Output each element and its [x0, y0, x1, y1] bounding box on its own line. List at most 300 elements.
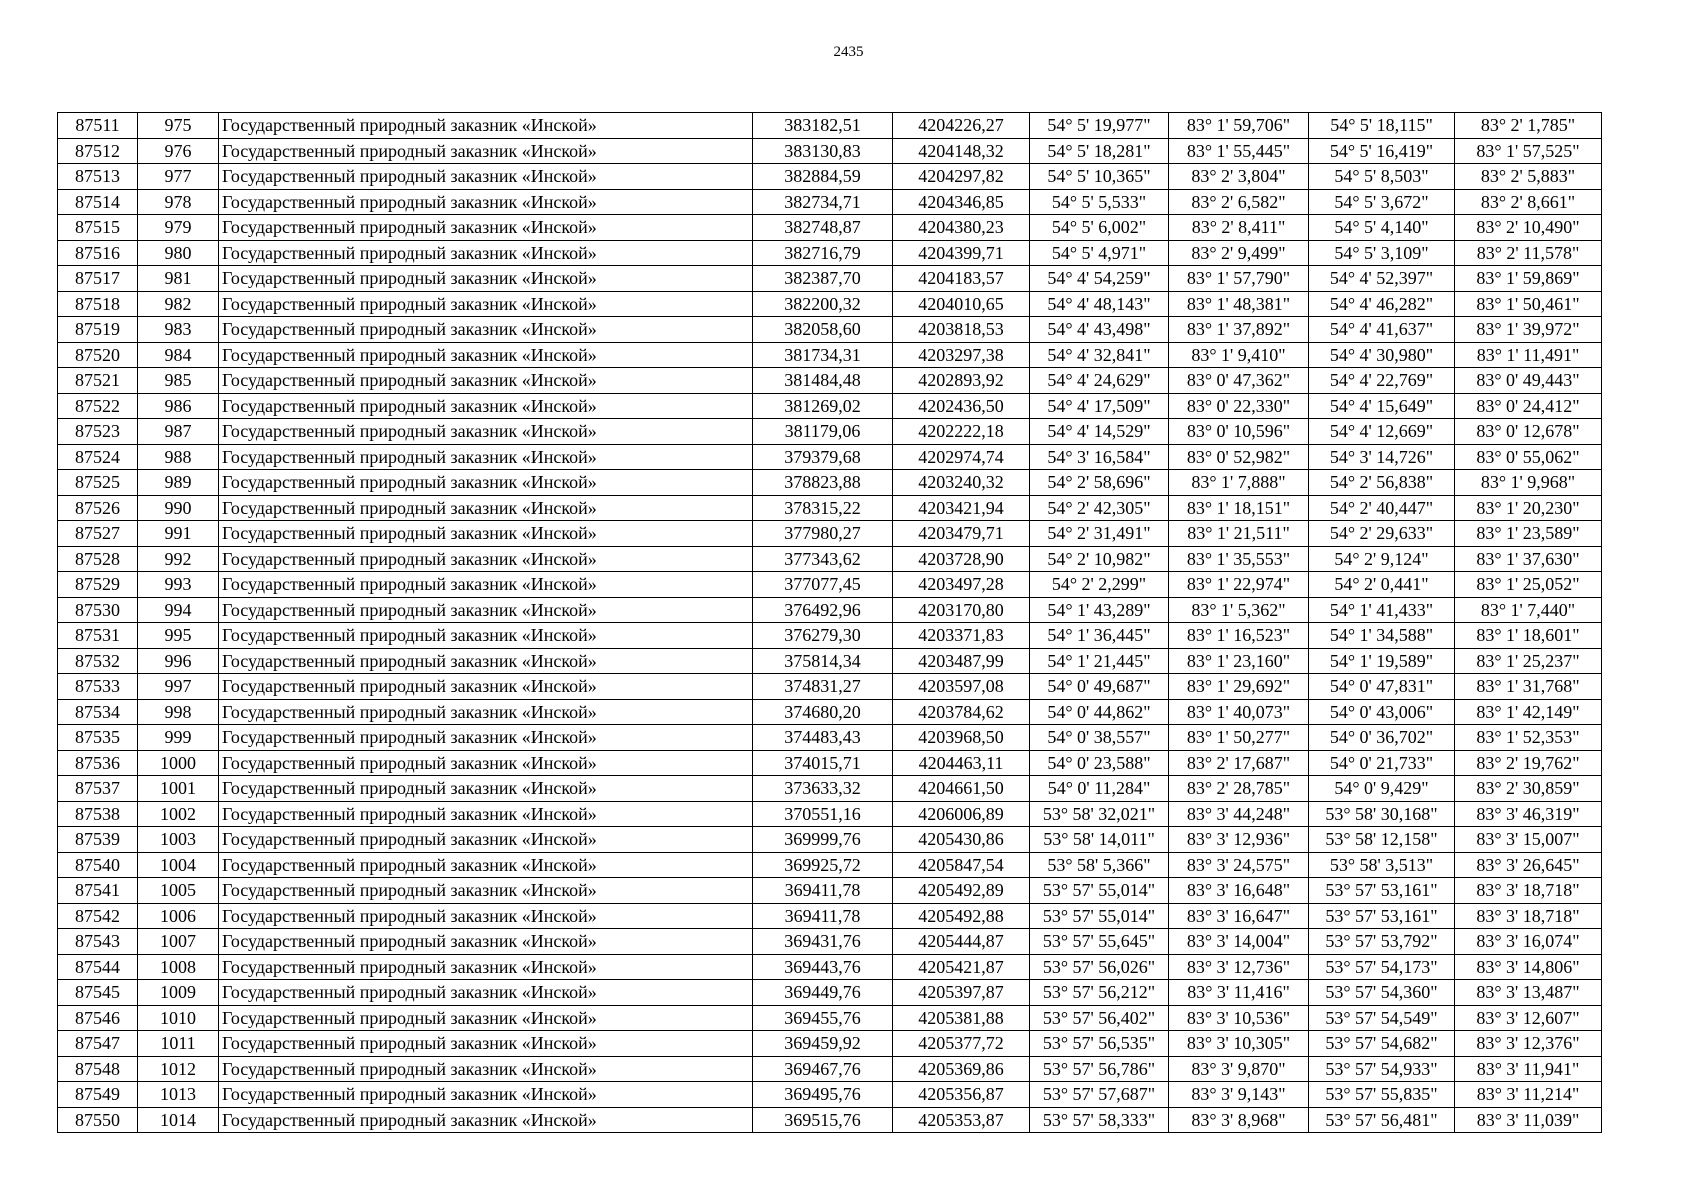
latitude-1-cell: 54° 5' 5,533": [1030, 189, 1169, 215]
y-coordinate-cell: 4204380,23: [893, 215, 1030, 241]
x-coordinate-cell: 382748,87: [753, 215, 893, 241]
latitude-1-cell: 54° 5' 6,002": [1030, 215, 1169, 241]
table-row: [58, 929, 1602, 955]
point-number-cell: 985: [138, 368, 219, 394]
zone-name-cell: Государственный природный заказник «Инской»: [219, 674, 753, 700]
record-number-cell: 87531: [58, 623, 138, 649]
table-row: [58, 393, 1602, 419]
y-coordinate-cell: 4205492,88: [893, 903, 1030, 929]
point-number-cell: 1014: [138, 1107, 219, 1133]
y-coordinate-cell: 4205492,89: [893, 878, 1030, 904]
latitude-2-cell: 53° 57' 53,792": [1309, 929, 1455, 955]
latitude-1-cell: 53° 57' 56,212": [1030, 980, 1169, 1006]
point-number-cell: 990: [138, 495, 219, 521]
latitude-2-cell: 54° 5' 3,109": [1309, 240, 1455, 266]
table-row: [58, 546, 1602, 572]
point-number-cell: 1000: [138, 750, 219, 776]
longitude-1-cell: 83° 3' 9,143": [1169, 1082, 1309, 1108]
longitude-1-cell: 83° 2' 17,687": [1169, 750, 1309, 776]
latitude-1-cell: 54° 2' 10,982": [1030, 546, 1169, 572]
latitude-1-cell: 54° 1' 21,445": [1030, 648, 1169, 674]
latitude-1-cell: 53° 57' 57,687": [1030, 1082, 1169, 1108]
y-coordinate-cell: 4203240,32: [893, 470, 1030, 496]
zone-name-cell: Государственный природный заказник «Инской»: [219, 801, 753, 827]
y-coordinate-cell: 4203297,38: [893, 342, 1030, 368]
latitude-2-cell: 54° 5' 8,503": [1309, 164, 1455, 190]
record-number-cell: 87534: [58, 699, 138, 725]
zone-name-cell: Государственный природный заказник «Инской»: [219, 954, 753, 980]
longitude-2-cell: 83° 0' 24,412": [1455, 393, 1602, 419]
zone-name-cell: Государственный природный заказник «Инской»: [219, 623, 753, 649]
longitude-1-cell: 83° 3' 12,936": [1169, 827, 1309, 853]
y-coordinate-cell: 4204183,57: [893, 266, 1030, 292]
latitude-1-cell: 54° 2' 2,299": [1030, 572, 1169, 598]
zone-name-cell: Государственный природный заказник «Инской»: [219, 699, 753, 725]
longitude-1-cell: 83° 1' 18,151": [1169, 495, 1309, 521]
latitude-1-cell: 53° 57' 56,026": [1030, 954, 1169, 980]
y-coordinate-cell: 4205377,72: [893, 1031, 1030, 1057]
zone-name-cell: Государственный природный заказник «Инской»: [219, 113, 753, 139]
point-number-cell: 975: [138, 113, 219, 139]
latitude-2-cell: 54° 2' 56,838": [1309, 470, 1455, 496]
longitude-1-cell: 83° 3' 8,968": [1169, 1107, 1309, 1133]
record-number-cell: 87544: [58, 954, 138, 980]
record-number-cell: 87542: [58, 903, 138, 929]
record-number-cell: 87547: [58, 1031, 138, 1057]
latitude-1-cell: 54° 3' 16,584": [1030, 444, 1169, 470]
latitude-1-cell: 53° 57' 55,014": [1030, 903, 1169, 929]
longitude-1-cell: 83° 3' 12,736": [1169, 954, 1309, 980]
latitude-2-cell: 53° 57' 54,933": [1309, 1056, 1455, 1082]
table-row: [58, 189, 1602, 215]
record-number-cell: 87524: [58, 444, 138, 470]
longitude-2-cell: 83° 3' 15,007": [1455, 827, 1602, 853]
longitude-1-cell: 83° 0' 52,982": [1169, 444, 1309, 470]
latitude-1-cell: 53° 57' 58,333": [1030, 1107, 1169, 1133]
point-number-cell: 999: [138, 725, 219, 751]
record-number-cell: 87514: [58, 189, 138, 215]
zone-name-cell: Государственный природный заказник «Инской»: [219, 266, 753, 292]
x-coordinate-cell: 369467,76: [753, 1056, 893, 1082]
latitude-2-cell: 54° 4' 22,769": [1309, 368, 1455, 394]
y-coordinate-cell: 4203497,28: [893, 572, 1030, 598]
longitude-2-cell: 83° 3' 26,645": [1455, 852, 1602, 878]
y-coordinate-cell: 4204010,65: [893, 291, 1030, 317]
table-row: [58, 495, 1602, 521]
longitude-2-cell: 83° 2' 10,490": [1455, 215, 1602, 241]
record-number-cell: 87548: [58, 1056, 138, 1082]
point-number-cell: 982: [138, 291, 219, 317]
point-number-cell: 989: [138, 470, 219, 496]
y-coordinate-cell: 4204226,27: [893, 113, 1030, 139]
table-row: [58, 674, 1602, 700]
longitude-1-cell: 83° 3' 10,536": [1169, 1005, 1309, 1031]
y-coordinate-cell: 4205356,87: [893, 1082, 1030, 1108]
x-coordinate-cell: 381269,02: [753, 393, 893, 419]
latitude-1-cell: 53° 57' 56,402": [1030, 1005, 1169, 1031]
y-coordinate-cell: 4203170,80: [893, 597, 1030, 623]
x-coordinate-cell: 369515,76: [753, 1107, 893, 1133]
longitude-1-cell: 83° 3' 16,648": [1169, 878, 1309, 904]
x-coordinate-cell: 381179,06: [753, 419, 893, 445]
latitude-2-cell: 54° 2' 40,447": [1309, 495, 1455, 521]
latitude-2-cell: 54° 1' 19,589": [1309, 648, 1455, 674]
x-coordinate-cell: 369925,72: [753, 852, 893, 878]
record-number-cell: 87549: [58, 1082, 138, 1108]
longitude-2-cell: 83° 1' 11,491": [1455, 342, 1602, 368]
latitude-1-cell: 53° 57' 55,645": [1030, 929, 1169, 955]
zone-name-cell: Государственный природный заказник «Инской»: [219, 1107, 753, 1133]
zone-name-cell: Государственный природный заказник «Инской»: [219, 827, 753, 853]
point-number-cell: 1010: [138, 1005, 219, 1031]
latitude-2-cell: 54° 4' 30,980": [1309, 342, 1455, 368]
point-number-cell: 1008: [138, 954, 219, 980]
y-coordinate-cell: 4204148,32: [893, 138, 1030, 164]
record-number-cell: 87540: [58, 852, 138, 878]
y-coordinate-cell: 4203479,71: [893, 521, 1030, 547]
longitude-1-cell: 83° 3' 16,647": [1169, 903, 1309, 929]
record-number-cell: 87550: [58, 1107, 138, 1133]
zone-name-cell: Государственный природный заказник «Инской»: [219, 470, 753, 496]
zone-name-cell: Государственный природный заказник «Инской»: [219, 138, 753, 164]
latitude-1-cell: 54° 4' 24,629": [1030, 368, 1169, 394]
table-row: [58, 801, 1602, 827]
record-number-cell: 87519: [58, 317, 138, 343]
point-number-cell: 994: [138, 597, 219, 623]
table-row: [58, 291, 1602, 317]
table-row: [58, 1056, 1602, 1082]
longitude-2-cell: 83° 1' 50,461": [1455, 291, 1602, 317]
record-number-cell: 87538: [58, 801, 138, 827]
y-coordinate-cell: 4202436,50: [893, 393, 1030, 419]
longitude-2-cell: 83° 0' 49,443": [1455, 368, 1602, 394]
longitude-2-cell: 83° 3' 16,074": [1455, 929, 1602, 955]
record-number-cell: 87520: [58, 342, 138, 368]
longitude-2-cell: 83° 1' 9,968": [1455, 470, 1602, 496]
y-coordinate-cell: 4205397,87: [893, 980, 1030, 1006]
x-coordinate-cell: 369459,92: [753, 1031, 893, 1057]
latitude-2-cell: 54° 2' 9,124": [1309, 546, 1455, 572]
x-coordinate-cell: 376279,30: [753, 623, 893, 649]
x-coordinate-cell: 374015,71: [753, 750, 893, 776]
point-number-cell: 1007: [138, 929, 219, 955]
y-coordinate-cell: 4204399,71: [893, 240, 1030, 266]
table-row: [58, 113, 1602, 139]
record-number-cell: 87513: [58, 164, 138, 190]
y-coordinate-cell: 4203784,62: [893, 699, 1030, 725]
table-row: [58, 342, 1602, 368]
longitude-2-cell: 83° 2' 11,578": [1455, 240, 1602, 266]
longitude-2-cell: 83° 1' 25,052": [1455, 572, 1602, 598]
record-number-cell: 87530: [58, 597, 138, 623]
latitude-2-cell: 54° 3' 14,726": [1309, 444, 1455, 470]
record-number-cell: 87518: [58, 291, 138, 317]
table-row: [58, 317, 1602, 343]
longitude-1-cell: 83° 1' 37,892": [1169, 317, 1309, 343]
latitude-1-cell: 54° 1' 36,445": [1030, 623, 1169, 649]
point-number-cell: 980: [138, 240, 219, 266]
x-coordinate-cell: 375814,34: [753, 648, 893, 674]
latitude-1-cell: 54° 4' 17,509": [1030, 393, 1169, 419]
longitude-2-cell: 83° 3' 18,718": [1455, 903, 1602, 929]
latitude-2-cell: 53° 57' 54,682": [1309, 1031, 1455, 1057]
x-coordinate-cell: 369495,76: [753, 1082, 893, 1108]
longitude-1-cell: 83° 3' 10,305": [1169, 1031, 1309, 1057]
longitude-2-cell: 83° 3' 12,607": [1455, 1005, 1602, 1031]
point-number-cell: 983: [138, 317, 219, 343]
latitude-1-cell: 54° 5' 4,971": [1030, 240, 1169, 266]
x-coordinate-cell: 373633,32: [753, 776, 893, 802]
record-number-cell: 87537: [58, 776, 138, 802]
latitude-2-cell: 53° 58' 12,158": [1309, 827, 1455, 853]
zone-name-cell: Государственный природный заказник «Инской»: [219, 546, 753, 572]
table-row: [58, 419, 1602, 445]
latitude-2-cell: 53° 58' 3,513": [1309, 852, 1455, 878]
longitude-2-cell: 83° 1' 37,630": [1455, 546, 1602, 572]
point-number-cell: 1002: [138, 801, 219, 827]
zone-name-cell: Государственный природный заказник «Инской»: [219, 725, 753, 751]
point-number-cell: 1001: [138, 776, 219, 802]
y-coordinate-cell: 4205421,87: [893, 954, 1030, 980]
zone-name-cell: Государственный природный заказник «Инской»: [219, 1082, 753, 1108]
x-coordinate-cell: 382058,60: [753, 317, 893, 343]
y-coordinate-cell: 4203371,83: [893, 623, 1030, 649]
latitude-1-cell: 53° 57' 55,014": [1030, 878, 1169, 904]
point-number-cell: 998: [138, 699, 219, 725]
coordinates-table: [57, 112, 1602, 1133]
latitude-2-cell: 54° 0' 43,006": [1309, 699, 1455, 725]
x-coordinate-cell: 369443,76: [753, 954, 893, 980]
x-coordinate-cell: 382387,70: [753, 266, 893, 292]
y-coordinate-cell: 4203597,08: [893, 674, 1030, 700]
x-coordinate-cell: 381734,31: [753, 342, 893, 368]
longitude-2-cell: 83° 1' 7,440": [1455, 597, 1602, 623]
x-coordinate-cell: 382734,71: [753, 189, 893, 215]
x-coordinate-cell: 374831,27: [753, 674, 893, 700]
longitude-2-cell: 83° 1' 42,149": [1455, 699, 1602, 725]
x-coordinate-cell: 382716,79: [753, 240, 893, 266]
zone-name-cell: Государственный природный заказник «Инской»: [219, 980, 753, 1006]
longitude-1-cell: 83° 1' 29,692": [1169, 674, 1309, 700]
longitude-2-cell: 83° 2' 1,785": [1455, 113, 1602, 139]
latitude-2-cell: 53° 57' 56,481": [1309, 1107, 1455, 1133]
table-row: [58, 1082, 1602, 1108]
longitude-2-cell: 83° 1' 20,230": [1455, 495, 1602, 521]
longitude-2-cell: 83° 1' 23,589": [1455, 521, 1602, 547]
table-row: [58, 725, 1602, 751]
table-row: [58, 164, 1602, 190]
x-coordinate-cell: 379379,68: [753, 444, 893, 470]
zone-name-cell: Государственный природный заказник «Инской»: [219, 317, 753, 343]
latitude-2-cell: 53° 58' 30,168": [1309, 801, 1455, 827]
table-row: [58, 240, 1602, 266]
record-number-cell: 87527: [58, 521, 138, 547]
x-coordinate-cell: 369431,76: [753, 929, 893, 955]
record-number-cell: 87528: [58, 546, 138, 572]
y-coordinate-cell: 4205353,87: [893, 1107, 1030, 1133]
zone-name-cell: Государственный природный заказник «Инской»: [219, 215, 753, 241]
point-number-cell: 1013: [138, 1082, 219, 1108]
longitude-2-cell: 83° 2' 30,859": [1455, 776, 1602, 802]
longitude-2-cell: 83° 0' 12,678": [1455, 419, 1602, 445]
longitude-1-cell: 83° 3' 14,004": [1169, 929, 1309, 955]
zone-name-cell: Государственный природный заказник «Инской»: [219, 393, 753, 419]
y-coordinate-cell: 4204297,82: [893, 164, 1030, 190]
table-row: [58, 827, 1602, 853]
longitude-1-cell: 83° 3' 44,248": [1169, 801, 1309, 827]
zone-name-cell: Государственный природный заказник «Инской»: [219, 903, 753, 929]
point-number-cell: 991: [138, 521, 219, 547]
latitude-2-cell: 54° 2' 0,441": [1309, 572, 1455, 598]
x-coordinate-cell: 370551,16: [753, 801, 893, 827]
point-number-cell: 995: [138, 623, 219, 649]
zone-name-cell: Государственный природный заказник «Инской»: [219, 240, 753, 266]
table-row: [58, 776, 1602, 802]
y-coordinate-cell: 4204346,85: [893, 189, 1030, 215]
latitude-1-cell: 53° 58' 5,366": [1030, 852, 1169, 878]
longitude-2-cell: 83° 1' 18,601": [1455, 623, 1602, 649]
longitude-1-cell: 83° 3' 11,416": [1169, 980, 1309, 1006]
y-coordinate-cell: 4204463,11: [893, 750, 1030, 776]
x-coordinate-cell: 377980,27: [753, 521, 893, 547]
table-row: [58, 1031, 1602, 1057]
x-coordinate-cell: 383130,83: [753, 138, 893, 164]
longitude-1-cell: 83° 1' 59,706": [1169, 113, 1309, 139]
longitude-2-cell: 83° 1' 52,353": [1455, 725, 1602, 751]
longitude-1-cell: 83° 1' 40,073": [1169, 699, 1309, 725]
table-row: [58, 444, 1602, 470]
record-number-cell: 87511: [58, 113, 138, 139]
latitude-2-cell: 54° 5' 3,672": [1309, 189, 1455, 215]
table-row: [58, 699, 1602, 725]
record-number-cell: 87526: [58, 495, 138, 521]
latitude-1-cell: 54° 4' 43,498": [1030, 317, 1169, 343]
point-number-cell: 1006: [138, 903, 219, 929]
latitude-2-cell: 54° 5' 16,419": [1309, 138, 1455, 164]
longitude-1-cell: 83° 2' 8,411": [1169, 215, 1309, 241]
latitude-1-cell: 53° 58' 32,021": [1030, 801, 1169, 827]
latitude-2-cell: 53° 57' 53,161": [1309, 878, 1455, 904]
latitude-1-cell: 54° 4' 32,841": [1030, 342, 1169, 368]
point-number-cell: 986: [138, 393, 219, 419]
point-number-cell: 976: [138, 138, 219, 164]
x-coordinate-cell: 377077,45: [753, 572, 893, 598]
point-number-cell: 1009: [138, 980, 219, 1006]
latitude-2-cell: 54° 1' 41,433": [1309, 597, 1455, 623]
record-number-cell: 87545: [58, 980, 138, 1006]
longitude-2-cell: 83° 1' 31,768": [1455, 674, 1602, 700]
longitude-1-cell: 83° 0' 47,362": [1169, 368, 1309, 394]
latitude-2-cell: 54° 5' 18,115": [1309, 113, 1455, 139]
y-coordinate-cell: 4204661,50: [893, 776, 1030, 802]
x-coordinate-cell: 383182,51: [753, 113, 893, 139]
latitude-2-cell: 54° 0' 21,733": [1309, 750, 1455, 776]
latitude-2-cell: 53° 57' 54,549": [1309, 1005, 1455, 1031]
y-coordinate-cell: 4202893,92: [893, 368, 1030, 394]
point-number-cell: 984: [138, 342, 219, 368]
latitude-1-cell: 54° 4' 14,529": [1030, 419, 1169, 445]
latitude-1-cell: 54° 5' 18,281": [1030, 138, 1169, 164]
latitude-1-cell: 53° 58' 14,011": [1030, 827, 1169, 853]
zone-name-cell: Государственный природный заказник «Инской»: [219, 1031, 753, 1057]
record-number-cell: 87516: [58, 240, 138, 266]
latitude-2-cell: 54° 4' 52,397": [1309, 266, 1455, 292]
longitude-1-cell: 83° 1' 22,974": [1169, 572, 1309, 598]
longitude-1-cell: 83° 0' 10,596": [1169, 419, 1309, 445]
table-row: [58, 215, 1602, 241]
point-number-cell: 996: [138, 648, 219, 674]
record-number-cell: 87512: [58, 138, 138, 164]
record-number-cell: 87525: [58, 470, 138, 496]
zone-name-cell: Государственный природный заказник «Инской»: [219, 521, 753, 547]
longitude-1-cell: 83° 1' 57,790": [1169, 266, 1309, 292]
y-coordinate-cell: 4205430,86: [893, 827, 1030, 853]
longitude-1-cell: 83° 0' 22,330": [1169, 393, 1309, 419]
table-row: [58, 648, 1602, 674]
longitude-2-cell: 83° 1' 39,972": [1455, 317, 1602, 343]
x-coordinate-cell: 369411,78: [753, 878, 893, 904]
x-coordinate-cell: 378823,88: [753, 470, 893, 496]
table-row: [58, 368, 1602, 394]
point-number-cell: 978: [138, 189, 219, 215]
latitude-2-cell: 54° 2' 29,633": [1309, 521, 1455, 547]
point-number-cell: 1005: [138, 878, 219, 904]
latitude-2-cell: 53° 57' 54,173": [1309, 954, 1455, 980]
longitude-1-cell: 83° 1' 16,523": [1169, 623, 1309, 649]
x-coordinate-cell: 382200,32: [753, 291, 893, 317]
zone-name-cell: Государственный природный заказник «Инской»: [219, 648, 753, 674]
point-number-cell: 987: [138, 419, 219, 445]
longitude-2-cell: 83° 0' 55,062": [1455, 444, 1602, 470]
record-number-cell: 87522: [58, 393, 138, 419]
latitude-1-cell: 54° 0' 23,588": [1030, 750, 1169, 776]
zone-name-cell: Государственный природный заказник «Инской»: [219, 929, 753, 955]
latitude-2-cell: 54° 4' 41,637": [1309, 317, 1455, 343]
latitude-1-cell: 54° 0' 11,284": [1030, 776, 1169, 802]
record-number-cell: 87539: [58, 827, 138, 853]
record-number-cell: 87543: [58, 929, 138, 955]
point-number-cell: 997: [138, 674, 219, 700]
point-number-cell: 1004: [138, 852, 219, 878]
y-coordinate-cell: 4203728,90: [893, 546, 1030, 572]
record-number-cell: 87533: [58, 674, 138, 700]
point-number-cell: 992: [138, 546, 219, 572]
longitude-1-cell: 83° 1' 55,445": [1169, 138, 1309, 164]
x-coordinate-cell: 369999,76: [753, 827, 893, 853]
y-coordinate-cell: 4202222,18: [893, 419, 1030, 445]
longitude-2-cell: 83° 1' 57,525": [1455, 138, 1602, 164]
table-row: [58, 597, 1602, 623]
record-number-cell: 87546: [58, 1005, 138, 1031]
point-number-cell: 977: [138, 164, 219, 190]
latitude-2-cell: 53° 57' 53,161": [1309, 903, 1455, 929]
longitude-2-cell: 83° 3' 14,806": [1455, 954, 1602, 980]
x-coordinate-cell: 369411,78: [753, 903, 893, 929]
record-number-cell: 87529: [58, 572, 138, 598]
x-coordinate-cell: 378315,22: [753, 495, 893, 521]
longitude-2-cell: 83° 3' 13,487": [1455, 980, 1602, 1006]
table-row: [58, 1005, 1602, 1031]
table-row: [58, 521, 1602, 547]
longitude-2-cell: 83° 3' 46,319": [1455, 801, 1602, 827]
x-coordinate-cell: 369455,76: [753, 1005, 893, 1031]
record-number-cell: 87535: [58, 725, 138, 751]
table-row: [58, 852, 1602, 878]
latitude-1-cell: 53° 57' 56,535": [1030, 1031, 1169, 1057]
point-number-cell: 1012: [138, 1056, 219, 1082]
record-number-cell: 87536: [58, 750, 138, 776]
record-number-cell: 87517: [58, 266, 138, 292]
